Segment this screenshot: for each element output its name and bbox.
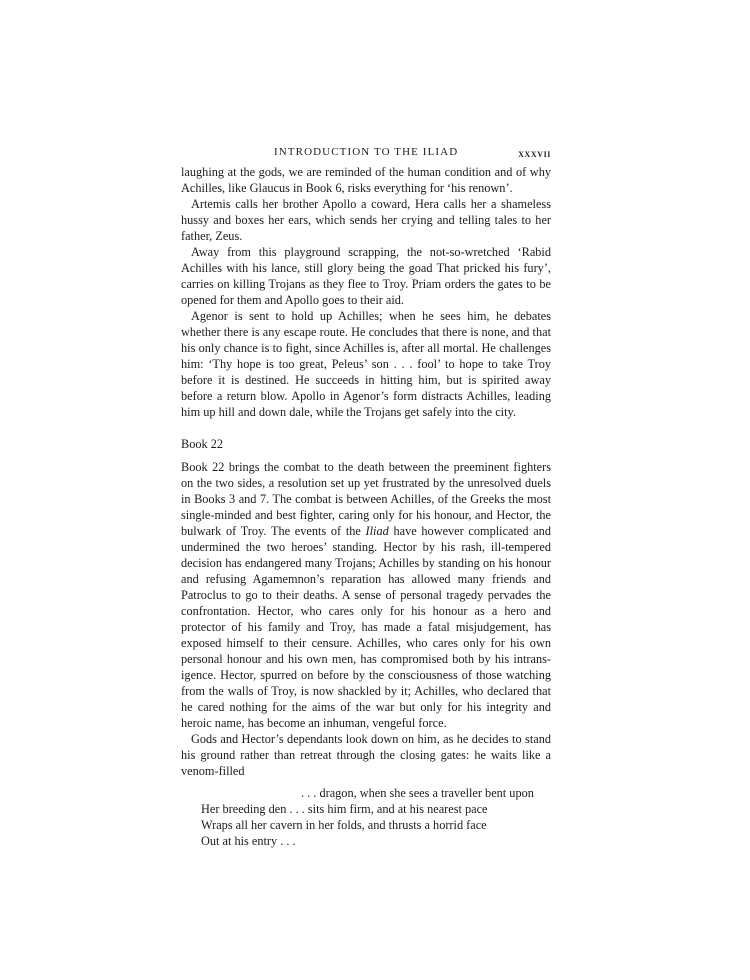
paragraph-artemis: Artemis calls her brother Apollo a coward, Hera calls her a shameless hussy and boxes her ears, which sends her crying and telling tales to her father, Zeus. bbox=[181, 197, 551, 243]
paragraph-text-part: Book 22 brings the combat to the death between the preeminent fighters on the two sides, a resolution set up yet frustrated by the unresolved duels in Books 3 and 7. The combat is between Achilles, of the Greeks the most single-minded and best fighter, caring only for his honour, and Hector, the bulwark of Troy. The events of the bbox=[181, 460, 551, 538]
verse-quotation bbox=[181, 785, 551, 849]
verse-line: Out at his entry . . . bbox=[201, 834, 296, 848]
paragraph-book22-intro bbox=[181, 459, 551, 731]
paragraph-achilles-rampage: Away from this playground scrapping, the not-so-wretched ‘Rabid Achilles with his lance, still glory being the goad That pricked his fury’, carries on killing Trojans as they flee to Troy. Priam orders the gates to be opened for them and Apollo goes to their aid. bbox=[181, 245, 551, 307]
page-number: xxxvii bbox=[518, 146, 551, 160]
verse-line: . . . dragon, when she sees a traveller bent upon bbox=[301, 786, 534, 800]
body-text bbox=[181, 164, 551, 849]
running-head-title: INTRODUCTION TO THE ILIAD bbox=[274, 146, 459, 158]
section-heading: Book 22 bbox=[181, 437, 224, 451]
paragraph-continued: laughing at the gods, we are reminded of the human condition and of why Achilles, like Glaucus in Book 6, risks everything for ‘his renown’. bbox=[181, 165, 551, 195]
paragraph-gods-look-down: Gods and Hector’s dependants look down on him, as he decides to stand his ground rather than retreat through the closing gates: he waits like a venom-filled bbox=[181, 732, 551, 778]
book-page bbox=[181, 0, 551, 980]
running-head bbox=[181, 146, 551, 162]
italic-title: Iliad bbox=[365, 524, 389, 538]
paragraph-text-part: have however complicated and undermined the two heroes’ standing. Hector by his rash, ill-tempered decision has endangered many Trojans; Achilles by standing on his honour and refusing Agamemnon’s reparation has allowed many friends and Patroclus to go to their deaths. A sense of personal tragedy pervades the confrontation. Hector, who cares only for his honour as a hero and protector of his family and Troy, has made a fatal misjudgement, has exposed himself to their censure. Achilles, who cares only for his own personal honour and his own men, has compromised both by his intransigence. Hector, spurred on before by the consciousness of those watching from the walls of Troy, is now shackled by it; Achilles, who declared that he cared nothing for the aims of the war but only for his integrity and heroic name, has become an inhuman, vengeful force. bbox=[181, 524, 551, 730]
paragraph-agenor: Agenor is sent to hold up Achilles; when he sees him, he debates whether there is any escape route. He concludes that there is none, and that his only chance is to fight, since Achilles is, after all mortal. He challenges him: ‘Thy hope is too great, Peleus’ son . . . fool’ to hope to take Troy before it is destined. He succeeds in hitting him, but is spirited away before a return blow. Apollo in Agenor’s form distracts Achilles, leading him up hill and down dale, while the Trojans get safely into the city. bbox=[181, 309, 551, 419]
verse-line: Wraps all her cavern in her folds, and thrusts a horrid face bbox=[201, 818, 487, 832]
verse-line: Her breeding den . . . sits him firm, and at his nearest pace bbox=[201, 802, 488, 816]
